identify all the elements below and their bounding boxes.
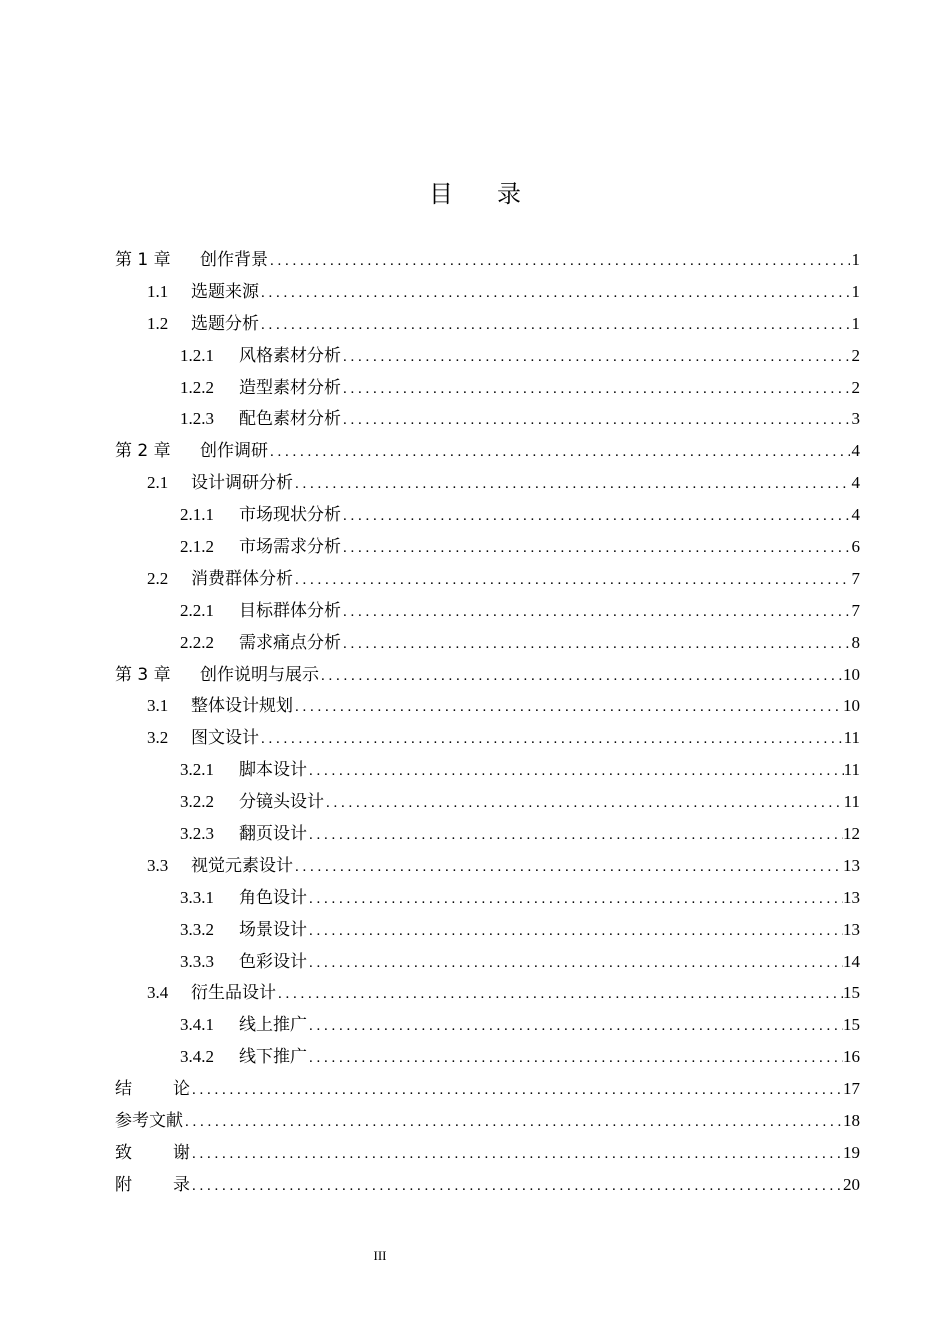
toc-entry-number: 2.1: [147, 473, 169, 493]
toc-entry-label: 翻页设计: [239, 824, 307, 844]
toc-entry-label: 创作说明与展示: [200, 664, 319, 685]
toc-leader-dots: [307, 884, 843, 916]
toc-entry-label: 选题分析: [191, 313, 259, 333]
toc-entry[interactable]: [115, 435, 860, 467]
toc-entry-page: 3: [851, 409, 860, 429]
toc-entry-page: 2: [851, 377, 860, 397]
toc-entry-label: 风格素材分析: [239, 345, 341, 365]
toc-entry-number: 2.2.1: [180, 600, 214, 620]
toc-entry-page: 11: [843, 728, 860, 748]
toc-entry[interactable]: [115, 1137, 860, 1169]
toc-leader-dots: [190, 1171, 843, 1203]
toc-entry-page: 10: [843, 696, 860, 716]
toc-entry-label: 分镜头设计: [239, 792, 324, 812]
toc-leader-dots: [268, 437, 850, 469]
toc-entry-label: 选题来源: [191, 281, 259, 301]
toc-entry-page: 15: [843, 983, 860, 1003]
toc-entry-label: 创作背景: [200, 250, 268, 270]
toc-entry-page: 20: [843, 1174, 860, 1194]
toc-entry-number: 3.2.3: [180, 824, 214, 844]
toc-entry-label: 需求痛点分析: [239, 632, 341, 652]
toc-entry-page: 17: [843, 1079, 860, 1099]
toc-entry-number: 3.2: [147, 728, 169, 748]
toc-entry-page: 4: [851, 473, 860, 493]
page-title: [0, 176, 950, 212]
toc-entry[interactable]: [115, 244, 860, 276]
toc-entry-number: 1.2.3: [180, 409, 214, 429]
toc-entry-number: 2.1.2: [180, 537, 214, 557]
toc-leader-dots: [293, 565, 850, 597]
toc-leader-dots: [341, 374, 850, 406]
toc-entry-label: 造型素材分析: [239, 377, 341, 397]
toc-entry-page: 12: [843, 824, 860, 844]
toc-leader-dots: [259, 278, 850, 310]
toc-entry-number: 1.1: [147, 281, 169, 301]
toc-entry-page: 1: [851, 281, 860, 301]
toc-entry[interactable]: [115, 850, 860, 882]
toc-leader-dots: [190, 1075, 843, 1107]
toc-entry[interactable]: [115, 1009, 860, 1041]
toc-entry[interactable]: [115, 1041, 860, 1073]
toc-entry[interactable]: [115, 786, 860, 818]
toc-entry-label: 消费群体分析: [191, 568, 293, 588]
toc-entry-label: [115, 1138, 190, 1170]
toc-leader-dots: [341, 629, 850, 661]
title-char: 录: [497, 180, 565, 208]
toc-entry-number: 2.2.2: [180, 632, 214, 652]
toc-entry[interactable]: [115, 531, 860, 563]
toc-entry-page: 18: [843, 1111, 860, 1131]
toc-leader-dots: [307, 1043, 843, 1075]
toc-entry-label-char: 录: [173, 1174, 190, 1195]
toc-entry-number: 1.2.1: [180, 345, 214, 365]
toc-entry[interactable]: [115, 308, 860, 340]
toc-entry-label: 图文设计: [191, 728, 259, 748]
toc-entry-label: 市场需求分析: [239, 537, 341, 557]
toc-entry-label-char: 结: [115, 1079, 132, 1100]
toc-entry-page: 16: [843, 1047, 860, 1067]
toc-entry[interactable]: [115, 563, 860, 595]
page-number: III: [373, 1248, 387, 1263]
toc-leader-dots: [341, 405, 850, 437]
toc-entry-number: 第 3 章: [115, 664, 171, 685]
toc-entry-page: 13: [843, 855, 860, 875]
toc-entry-label: 线上推广: [239, 1015, 307, 1035]
toc-entry-label: 创作调研: [200, 441, 268, 462]
toc-leader-dots: [307, 756, 844, 788]
toc-leader-dots: [307, 948, 843, 980]
toc-entry-number: 2.1.1: [180, 505, 214, 525]
toc-entry-page: 1: [851, 313, 860, 333]
toc-entry[interactable]: [115, 340, 860, 372]
toc-entry-number: 3.4: [147, 983, 169, 1003]
toc-entry-label: 色彩设计: [239, 951, 307, 971]
toc-entry[interactable]: [115, 627, 860, 659]
toc-entry-label: 脚本设计: [239, 760, 307, 780]
toc-leader-dots: [190, 1139, 843, 1171]
toc-entry[interactable]: [115, 659, 860, 691]
toc-entry-number: 3.1: [147, 696, 169, 716]
toc-entry[interactable]: [115, 1105, 860, 1137]
toc-entry-label: 场景设计: [239, 919, 307, 939]
toc-entry-label: 角色设计: [239, 887, 307, 907]
toc-entry-number: 3.4.2: [180, 1047, 214, 1067]
toc-entry[interactable]: [115, 1169, 860, 1201]
toc-entry[interactable]: [115, 946, 860, 978]
toc-leader-dots: [259, 310, 850, 342]
toc-entry[interactable]: [115, 722, 860, 754]
toc-entry-page: 7: [851, 600, 860, 620]
toc-leader-dots: [307, 916, 843, 948]
toc-entry-number: 第 1 章: [115, 250, 171, 270]
toc-entry-label-char: 附: [115, 1174, 132, 1195]
toc-entry-page: 13: [843, 887, 860, 907]
toc-entry-number: 3.3.3: [180, 951, 214, 971]
toc-entry-page: 7: [851, 568, 860, 588]
toc-entry-number: 3.2.1: [180, 760, 214, 780]
toc-entry[interactable]: [115, 977, 860, 1009]
toc-entry[interactable]: [115, 372, 860, 404]
toc-entry-page: 11: [843, 792, 860, 812]
toc-leader-dots: [307, 820, 843, 852]
toc-entry-label: 衍生品设计: [191, 983, 276, 1003]
toc-leader-dots: [268, 246, 850, 278]
toc-leader-dots: [324, 788, 844, 820]
toc-entry[interactable]: [115, 276, 860, 308]
toc-entry-number: 1.2.2: [180, 377, 214, 397]
toc-entry-page: 19: [843, 1142, 860, 1162]
toc-entry[interactable]: [115, 882, 860, 914]
toc-leader-dots: [341, 501, 850, 533]
toc-entry-label: [115, 1170, 190, 1202]
toc-entry-label: 市场现状分析: [239, 505, 341, 525]
toc-entry[interactable]: [115, 499, 860, 531]
toc-leader-dots: [293, 692, 843, 724]
toc-entry-number: 3.2.2: [180, 792, 214, 812]
toc-entry[interactable]: [115, 914, 860, 946]
title-char: 目: [429, 180, 497, 208]
toc-entry[interactable]: [115, 690, 860, 722]
toc-entry-page: 4: [851, 505, 860, 525]
table-of-contents: [115, 244, 860, 1201]
toc-leader-dots: [293, 469, 850, 501]
toc-entry-page: 4: [851, 441, 860, 461]
toc-entry-number: 3.4.1: [180, 1015, 214, 1035]
toc-leader-dots: [341, 533, 850, 565]
toc-entry-label: 视觉元素设计: [191, 855, 293, 875]
toc-leader-dots: [293, 852, 843, 884]
toc-leader-dots: [319, 661, 843, 693]
toc-entry-number: 3.3.1: [180, 887, 214, 907]
toc-entry-label-char: 致: [115, 1142, 132, 1163]
toc-entry[interactable]: [115, 754, 860, 786]
toc-entry-label: 配色素材分析: [239, 409, 341, 429]
toc-entry-page: 8: [851, 632, 860, 652]
toc-leader-dots: [259, 724, 844, 756]
toc-entry-number: 3.3.2: [180, 919, 214, 939]
toc-entry[interactable]: [115, 403, 860, 435]
toc-entry-label: [115, 1074, 190, 1106]
toc-entry-page: 6: [851, 537, 860, 557]
toc-entry-number: 第 2 章: [115, 441, 171, 462]
toc-entry[interactable]: [115, 1073, 860, 1105]
toc-entry[interactable]: [115, 818, 860, 850]
toc-entry-number: 1.2: [147, 313, 169, 333]
toc-entry-label: 参考文献: [115, 1111, 183, 1132]
toc-entry-page: 1: [851, 250, 860, 269]
toc-leader-dots: [341, 597, 850, 629]
toc-entry-page: 10: [843, 664, 860, 684]
toc-entry[interactable]: [115, 467, 860, 499]
toc-leader-dots: [276, 979, 843, 1011]
toc-entry-label-char: 论: [173, 1079, 190, 1100]
toc-entry-page: 14: [843, 951, 860, 971]
toc-entry-label: 目标群体分析: [239, 600, 341, 620]
toc-entry-label: 设计调研分析: [191, 473, 293, 493]
toc-entry-page: 15: [843, 1015, 860, 1035]
toc-entry[interactable]: [115, 595, 860, 627]
toc-leader-dots: [307, 1011, 843, 1043]
toc-entry-label: 整体设计规划: [191, 696, 293, 716]
toc-entry-label-char: 谢: [173, 1142, 190, 1163]
toc-entry-page: 2: [851, 345, 860, 365]
toc-entry-number: 3.3: [147, 855, 169, 875]
toc-leader-dots: [183, 1107, 843, 1139]
toc-entry-number: 2.2: [147, 568, 169, 588]
toc-entry-page: 11: [843, 760, 860, 780]
toc-leader-dots: [341, 342, 850, 374]
toc-entry-page: 13: [843, 919, 860, 939]
toc-entry-label: 线下推广: [239, 1047, 307, 1067]
